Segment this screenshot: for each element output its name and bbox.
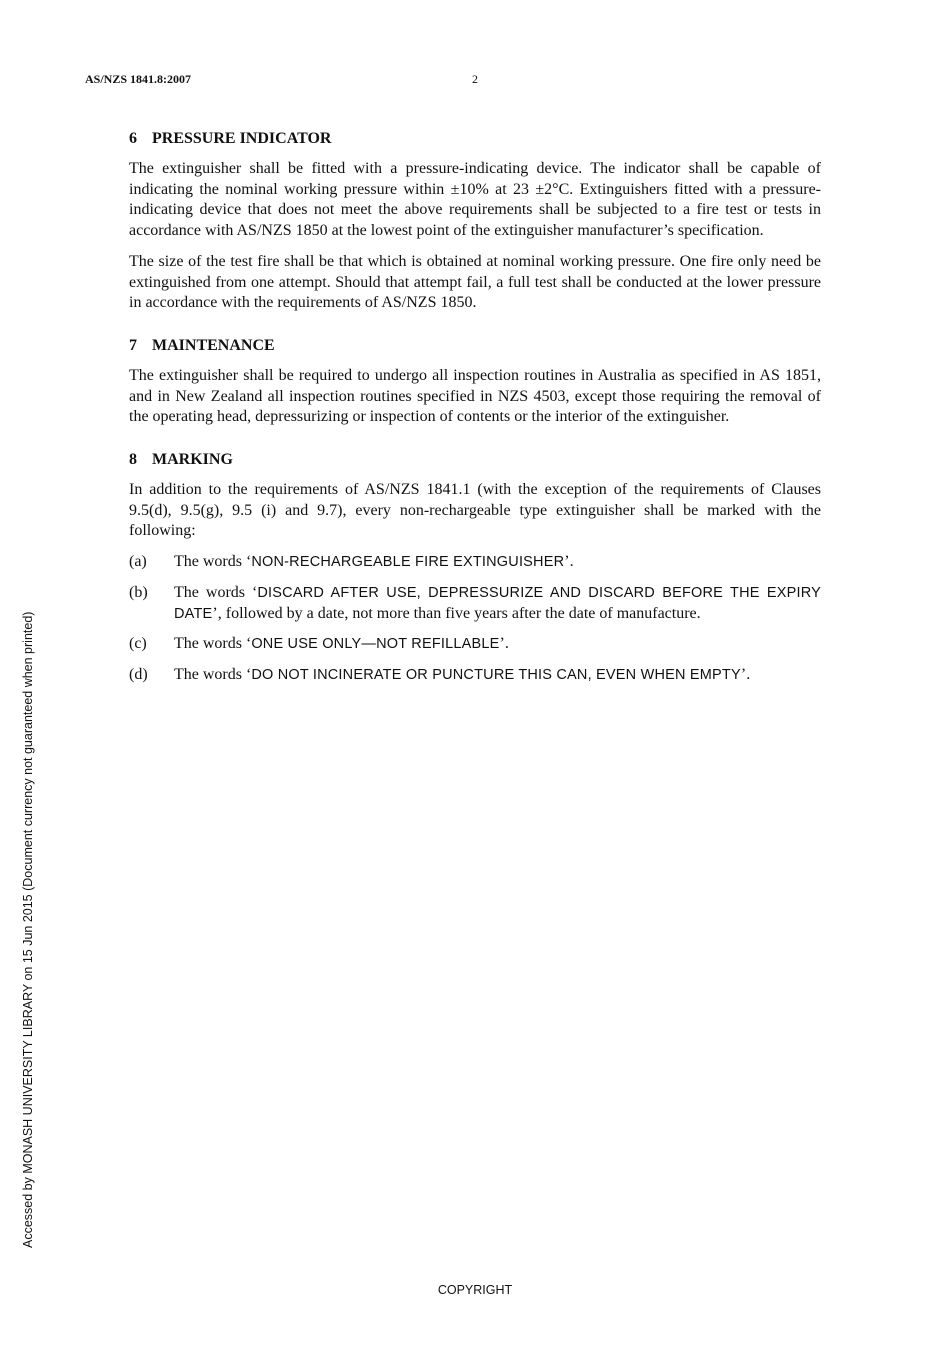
section-heading bbox=[129, 449, 821, 471]
section-maintenance bbox=[129, 335, 821, 428]
paragraph: The extinguisher shall be required to undergo all inspection routines in Australia as specified in AS 1851, and in New Zealand all inspection routines specified in NZS 4503, except those requiring the removal of the operating head, depressurizing or inspection of contents or the interior of the extinguisher. bbox=[129, 366, 821, 426]
list-label: (d) bbox=[129, 665, 148, 683]
list-text-prefix: The words ‘ bbox=[174, 583, 258, 601]
section-number: 8 bbox=[129, 451, 137, 469]
list-item bbox=[129, 583, 821, 624]
document-body bbox=[129, 128, 821, 707]
marking-wording: DO NOT INCINERATE OR PUNCTURE THIS CAN, EVEN WHEN EMPTY bbox=[251, 666, 741, 683]
list-label: (b) bbox=[129, 583, 148, 601]
list-item bbox=[129, 634, 821, 655]
page-number: 2 bbox=[472, 72, 478, 86]
list-text-prefix: The words ‘ bbox=[174, 635, 252, 653]
list-text bbox=[174, 552, 821, 573]
list-label: (a) bbox=[129, 553, 147, 571]
marking-wording: NON-RECHARGEABLE FIRE EXTINGUISHER bbox=[251, 554, 565, 571]
section-pressure-indicator bbox=[129, 128, 821, 314]
access-watermark: Accessed by MONASH UNIVERSITY LIBRARY on 15 Jun 2015 (Document currency not guaranteed when printed) bbox=[21, 611, 35, 1248]
list-text-suffix: ’. bbox=[564, 553, 574, 571]
marking-wording: ONE USE ONLY—NOT REFILLABLE bbox=[251, 636, 500, 653]
list-text-suffix: ’. bbox=[740, 665, 751, 683]
section-marking bbox=[129, 449, 821, 686]
section-title: PRESSURE INDICATOR bbox=[152, 130, 332, 147]
list-text-prefix: The words ‘ bbox=[174, 553, 252, 571]
marking-list bbox=[129, 552, 821, 686]
list-text bbox=[174, 665, 821, 686]
section-heading bbox=[129, 128, 821, 150]
list-text bbox=[174, 634, 821, 655]
list-text bbox=[174, 583, 821, 624]
page-header bbox=[85, 72, 865, 90]
list-text-suffix: ’, followed by a date, not more than five years after the date of manufacture. bbox=[212, 604, 701, 622]
paragraph: The size of the test fire shall be that which is obtained at nominal working pressure. One fire only need be extinguished from one attempt. Should that attempt fail, a full test shall be conducted at the lower pressure in accordance with the requirements of AS/NZS 1850. bbox=[129, 252, 821, 312]
list-text-suffix: ’. bbox=[499, 635, 509, 653]
section-title: MAINTENANCE bbox=[152, 336, 275, 354]
marking-wording: DISCARD AFTER USE, DEPRESSURIZE AND DISCARD BEFORE THE EXPIRY DATE bbox=[174, 584, 821, 622]
list-text-prefix: The words ‘ bbox=[174, 665, 252, 683]
list-item bbox=[129, 665, 821, 686]
section-heading bbox=[129, 335, 821, 357]
list-item bbox=[129, 552, 821, 573]
list-label: (c) bbox=[129, 635, 147, 653]
section-title: MARKING bbox=[152, 451, 233, 469]
copyright-footer: COPYRIGHT bbox=[437, 1283, 513, 1297]
section-number: 6 bbox=[129, 130, 137, 147]
section-number: 7 bbox=[129, 336, 137, 354]
paragraph: The extinguisher shall be fitted with a pressure-indicating device. The indicator shall be capable of indicating the nominal working pressure within ±10% at 23 ±2°C. Extinguishers fitted with a pressure-indicating device that does not meet the above requirements shall be subjected to a fire test or tests in accordance with AS/NZS 1850 at the lowest point of the extinguisher manufacturer’s specification. bbox=[129, 160, 821, 240]
paragraph: In addition to the requirements of AS/NZS 1841.1 (with the exception of the requirements of Clauses 9.5(d), 9.5(g), 9.5 (i) and 9.7), every non-rechargeable type extinguisher shall be marked with the following: bbox=[129, 481, 821, 540]
document-code: AS/NZS 1841.8:2007 bbox=[85, 72, 192, 86]
